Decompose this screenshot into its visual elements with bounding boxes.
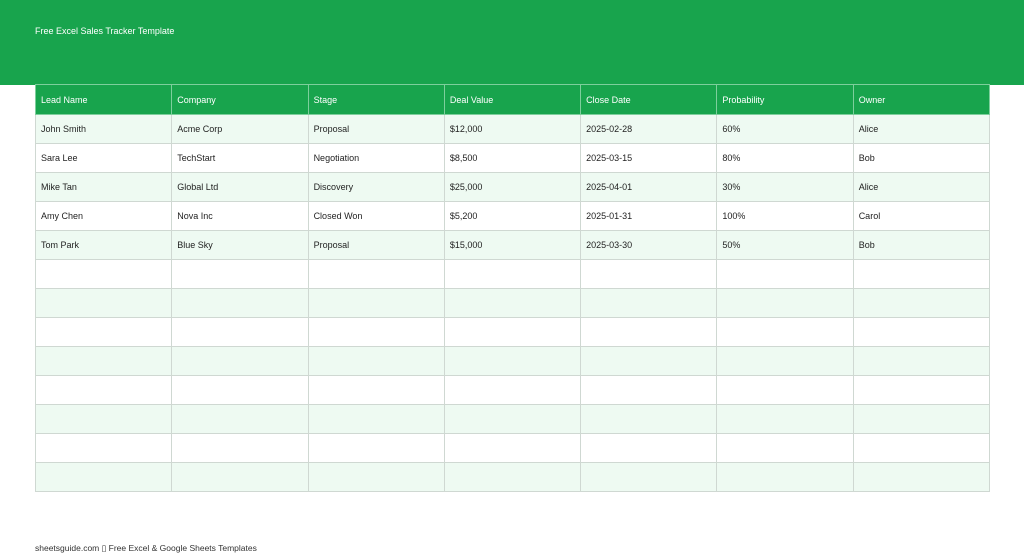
table-cell[interactable]: Alice [853, 115, 989, 144]
table-cell[interactable] [172, 347, 308, 376]
table-row [36, 376, 990, 405]
table-cell[interactable] [717, 318, 853, 347]
table-row [36, 434, 990, 463]
table-cell[interactable]: Alice [853, 173, 989, 202]
table-cell[interactable] [36, 405, 172, 434]
table-cell[interactable] [172, 318, 308, 347]
table-cell[interactable] [36, 376, 172, 405]
table-cell[interactable] [36, 318, 172, 347]
page-title: Free Excel Sales Tracker Template [35, 26, 175, 36]
table-cell[interactable]: Global Ltd [172, 173, 308, 202]
table-cell[interactable]: $8,500 [444, 144, 580, 173]
table-cell[interactable] [172, 405, 308, 434]
table-cell[interactable] [444, 347, 580, 376]
table-header-row [36, 85, 990, 115]
table-cell[interactable] [36, 289, 172, 318]
sales-tracker-table [35, 84, 990, 492]
table-cell[interactable] [308, 405, 444, 434]
table-cell[interactable] [853, 376, 989, 405]
table-cell[interactable]: Bob [853, 144, 989, 173]
table-cell[interactable]: $15,000 [444, 231, 580, 260]
table-row [36, 260, 990, 289]
table-cell[interactable] [36, 260, 172, 289]
table-cell[interactable]: Proposal [308, 231, 444, 260]
table-row [36, 115, 990, 144]
table-cell[interactable] [308, 318, 444, 347]
table-cell[interactable] [444, 463, 580, 492]
table-cell[interactable] [308, 260, 444, 289]
column-header[interactable]: Owner [853, 85, 989, 115]
table-cell[interactable]: 60% [717, 115, 853, 144]
table-cell[interactable] [853, 463, 989, 492]
table-row [36, 231, 990, 260]
table-cell[interactable] [444, 289, 580, 318]
table-cell[interactable]: TechStart [172, 144, 308, 173]
table-cell[interactable] [172, 376, 308, 405]
table-cell[interactable] [308, 376, 444, 405]
column-header[interactable]: Stage [308, 85, 444, 115]
table-cell[interactable]: Amy Chen [36, 202, 172, 231]
table-cell[interactable] [853, 347, 989, 376]
table-cell[interactable]: 50% [717, 231, 853, 260]
table-cell[interactable]: Tom Park [36, 231, 172, 260]
table-cell[interactable] [853, 434, 989, 463]
table-cell[interactable]: 80% [717, 144, 853, 173]
table-cell[interactable] [444, 318, 580, 347]
table-cell[interactable] [172, 463, 308, 492]
table-cell[interactable] [853, 318, 989, 347]
table-row [36, 463, 990, 492]
table-cell[interactable] [172, 260, 308, 289]
table-cell[interactable]: 30% [717, 173, 853, 202]
table-cell[interactable] [581, 318, 717, 347]
table-cell[interactable]: $25,000 [444, 173, 580, 202]
table-row [36, 289, 990, 318]
table-cell[interactable] [172, 289, 308, 318]
table-cell[interactable] [444, 376, 580, 405]
table-cell[interactable] [717, 405, 853, 434]
table-cell[interactable] [717, 463, 853, 492]
table-row [36, 405, 990, 434]
table-cell[interactable] [853, 289, 989, 318]
table-cell[interactable]: 2025-02-28 [581, 115, 717, 144]
table-cell[interactable] [717, 347, 853, 376]
table-cell[interactable]: 2025-01-31 [581, 202, 717, 231]
table-cell[interactable] [853, 260, 989, 289]
column-header[interactable]: Close Date [581, 85, 717, 115]
table-cell[interactable] [444, 260, 580, 289]
table-cell[interactable]: Closed Won [308, 202, 444, 231]
header-band [0, 0, 1024, 85]
table-cell[interactable] [581, 434, 717, 463]
table-row [36, 347, 990, 376]
table-cell[interactable]: Acme Corp [172, 115, 308, 144]
table-cell[interactable] [36, 347, 172, 376]
table-row [36, 202, 990, 231]
table-cell[interactable] [717, 434, 853, 463]
column-header[interactable]: Probability [717, 85, 853, 115]
footer-attribution: sheetsguide.com ▯ Free Excel & Google Sheets Templates [35, 543, 257, 553]
table-cell[interactable] [444, 405, 580, 434]
table-cell[interactable]: 2025-04-01 [581, 173, 717, 202]
table-cell[interactable] [581, 289, 717, 318]
table-cell[interactable] [36, 434, 172, 463]
table-cell[interactable] [308, 347, 444, 376]
table-cell[interactable] [581, 405, 717, 434]
table-cell[interactable]: John Smith [36, 115, 172, 144]
table-row [36, 318, 990, 347]
column-header[interactable]: Deal Value [444, 85, 580, 115]
table-cell[interactable]: 2025-03-15 [581, 144, 717, 173]
table-cell[interactable] [853, 405, 989, 434]
table-cell[interactable]: Blue Sky [172, 231, 308, 260]
table-cell[interactable]: Carol [853, 202, 989, 231]
table-cell[interactable] [308, 463, 444, 492]
table-cell[interactable]: 100% [717, 202, 853, 231]
table-cell[interactable] [581, 376, 717, 405]
column-header[interactable]: Company [172, 85, 308, 115]
table-cell[interactable] [581, 463, 717, 492]
table-cell[interactable]: Sara Lee [36, 144, 172, 173]
table-cell[interactable] [581, 260, 717, 289]
table-cell[interactable]: 2025-03-30 [581, 231, 717, 260]
table-cell[interactable] [444, 434, 580, 463]
table-cell[interactable]: Proposal [308, 115, 444, 144]
table-cell[interactable]: Bob [853, 231, 989, 260]
table-cell[interactable]: Nova Inc [172, 202, 308, 231]
table-cell[interactable] [717, 376, 853, 405]
table-cell[interactable] [36, 463, 172, 492]
table-cell[interactable]: Mike Tan [36, 173, 172, 202]
table-cell[interactable]: Negotiation [308, 144, 444, 173]
column-header[interactable]: Lead Name [36, 85, 172, 115]
table-cell[interactable] [717, 260, 853, 289]
table-cell[interactable]: Discovery [308, 173, 444, 202]
table-cell[interactable] [581, 347, 717, 376]
table-cell[interactable] [172, 434, 308, 463]
table-cell[interactable] [717, 289, 853, 318]
table-row [36, 173, 990, 202]
table-cell[interactable]: $5,200 [444, 202, 580, 231]
table-row [36, 144, 990, 173]
table-cell[interactable] [308, 434, 444, 463]
table-body [36, 115, 990, 492]
table-cell[interactable]: $12,000 [444, 115, 580, 144]
table-cell[interactable] [308, 289, 444, 318]
